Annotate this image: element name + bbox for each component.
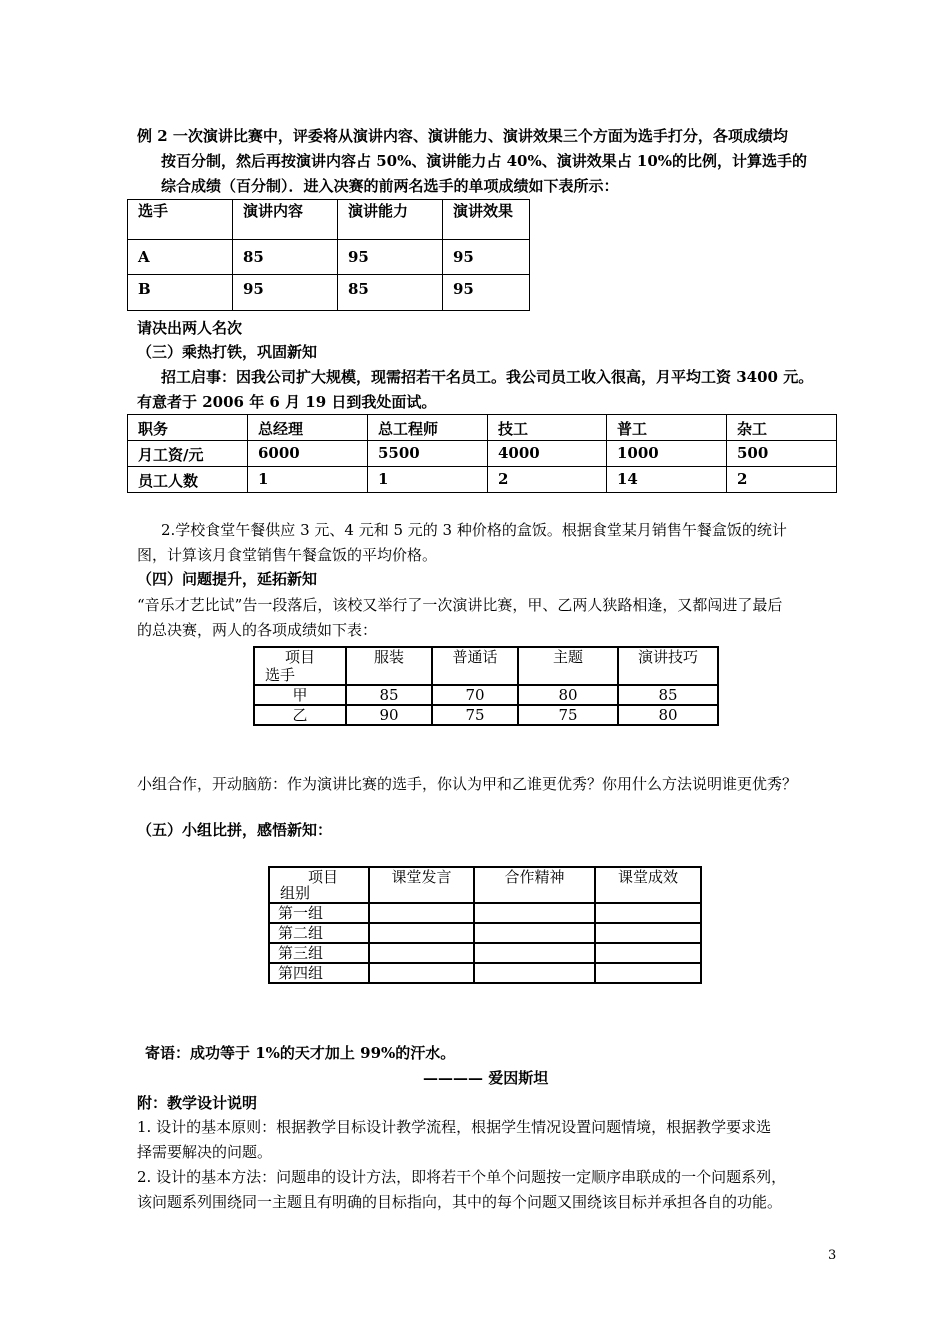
table-cell — [595, 943, 701, 963]
question2-line1: 2.学校食堂午餐供应 3 元、4 元和 5 元的 3 种价格的盒饭。根据食堂某月销售午餐盒饭的统计 — [161, 521, 787, 539]
table-cell — [595, 903, 701, 923]
table-cell: 80 — [518, 685, 618, 705]
table-header: 演讲内容 — [233, 200, 338, 240]
corner-group-label: 组别 — [280, 884, 311, 902]
table-cell: 500 — [727, 441, 837, 467]
table-cell — [369, 923, 474, 943]
table-cell — [474, 903, 595, 923]
table-header: 演讲能力 — [338, 200, 443, 240]
table-cell: 85 — [346, 685, 432, 705]
table-cell — [474, 963, 595, 983]
table-cell: 月工资/元 — [128, 441, 248, 467]
table-header: 职务 — [128, 415, 248, 441]
appendix-item1-line1: 1. 设计的基本原则：根据教学目标设计教学流程，根据学生情况设置问题情境，根据教学要求选 — [137, 1118, 772, 1136]
table-cell: 6000 — [248, 441, 368, 467]
example2-question: 请决出两人名次 — [137, 319, 243, 337]
group-label: 第一组 — [269, 903, 369, 923]
table-header: 演讲技巧 — [618, 647, 718, 685]
table-cell: 1000 — [607, 441, 727, 467]
table-header: 服装 — [346, 647, 432, 685]
table-cell: 5500 — [368, 441, 488, 467]
table-cell — [595, 923, 701, 943]
table-header: 选手 — [128, 200, 233, 240]
table-cell: 2 — [488, 467, 607, 493]
table-cell: 75 — [518, 705, 618, 725]
table-cell: 80 — [618, 705, 718, 725]
motto-attribution: ———— 爱因斯坦 — [423, 1069, 549, 1087]
appendix-item2-line1: 2. 设计的基本方法：问题串的设计方法，即将若干个单个问题按一定顺序串联成的一个问题系列， — [137, 1168, 787, 1186]
recruit-notice-line1: 招工启事：因我公司扩大规模，现需招若干名员工。我公司员工收入很高，月平均工资 3400 元。 — [161, 368, 814, 386]
table-header: 普工 — [607, 415, 727, 441]
table-header: 技工 — [488, 415, 607, 441]
table-header: 杂工 — [727, 415, 837, 441]
group-competition-table — [268, 866, 702, 984]
table-cell: 85 — [618, 685, 718, 705]
table-cell: 95 — [443, 240, 530, 275]
corner-item-label: 项目 — [284, 648, 315, 666]
table-cell: 乙 — [254, 705, 346, 725]
example2-line2: 按百分制，然后再按演讲内容占 50%、演讲能力占 40%、演讲效果占 10%的比例，计算选手的 — [161, 152, 808, 170]
salary-table — [127, 414, 837, 493]
table-header: 总工程师 — [368, 415, 488, 441]
table-cell: 95 — [338, 240, 443, 275]
appendix-heading: 附：教学设计说明 — [137, 1094, 258, 1112]
corner-item-label: 项目 — [307, 868, 338, 886]
table-header: 课堂发言 — [369, 867, 474, 903]
table-cell — [474, 923, 595, 943]
table-header: 主题 — [518, 647, 618, 685]
group-label: 第三组 — [269, 943, 369, 963]
table-cell — [369, 943, 474, 963]
table-header: 课堂成效 — [595, 867, 701, 903]
recruit-notice-line2: 有意者于 2006 年 6 月 19 日到我处面试。 — [137, 393, 437, 411]
table-cell: 1 — [248, 467, 368, 493]
table-cell: B — [128, 275, 233, 311]
table-cell — [595, 963, 701, 983]
group-label: 第二组 — [269, 923, 369, 943]
section4-para-line1: “音乐才艺比试”告一段落后，该校又举行了一次演讲比赛，甲、乙两人狭路相逢，又都闯进了最后 — [137, 596, 783, 614]
table-header: 普通话 — [432, 647, 518, 685]
appendix-item2-line2: 该问题系列围绕同一主题且有明确的目标指向，其中的每个问题又围绕该目标并承担各自的功能。 — [137, 1193, 783, 1211]
question2-line2: 图，计算该月食堂销售午餐盒饭的平均价格。 — [137, 546, 438, 564]
corner-contestant-label: 选手 — [265, 666, 296, 684]
table-cell: 2 — [727, 467, 837, 493]
corner-header — [269, 867, 369, 903]
example2-line3: 综合成绩（百分制）．进入决赛的前两名选手的单项成绩如下表所示： — [161, 177, 619, 195]
table-cell: 甲 — [254, 685, 346, 705]
table-cell: A — [128, 240, 233, 275]
table-cell: 70 — [432, 685, 518, 705]
speech-final-table — [253, 646, 719, 726]
section3-heading: （三）乘热打铁，巩固新知 — [137, 343, 318, 361]
table-cell — [474, 943, 595, 963]
contestant-score-table — [127, 199, 530, 311]
section4-para-line2: 的总决赛，两人的各项成绩如下表： — [137, 621, 378, 639]
table-cell: 75 — [432, 705, 518, 725]
table-header: 合作精神 — [474, 867, 595, 903]
appendix-item1-line2: 择需要解决的问题。 — [137, 1143, 273, 1161]
corner-header — [254, 647, 346, 685]
table-header: 演讲效果 — [443, 200, 530, 240]
table-cell: 14 — [607, 467, 727, 493]
section4-heading: （四）问题提升，延拓新知 — [137, 570, 318, 588]
table-cell: 95 — [443, 275, 530, 311]
table-header: 总经理 — [248, 415, 368, 441]
table-cell: 95 — [233, 275, 338, 311]
table-cell: 4000 — [488, 441, 607, 467]
page-number: 3 — [828, 1248, 837, 1263]
group-task: 小组合作，开动脑筋：作为演讲比赛的选手，你认为甲和乙谁更优秀？你用什么方法说明谁更优秀？ — [137, 775, 798, 793]
table-cell: 1 — [368, 467, 488, 493]
example2-line1: 例 2 一次演讲比赛中，评委将从演讲内容、演讲能力、演讲效果三个方面为选手打分，各项成绩均 — [137, 127, 788, 145]
section5-heading: （五）小组比拼，感悟新知： — [137, 821, 333, 839]
table-cell — [369, 903, 474, 923]
group-label: 第四组 — [269, 963, 369, 983]
table-cell: 员工人数 — [128, 467, 248, 493]
table-cell: 90 — [346, 705, 432, 725]
motto: 寄语：成功等于 1%的天才加上 99%的汗水。 — [145, 1044, 456, 1062]
table-cell — [369, 963, 474, 983]
table-cell: 85 — [338, 275, 443, 311]
table-cell: 85 — [233, 240, 338, 275]
